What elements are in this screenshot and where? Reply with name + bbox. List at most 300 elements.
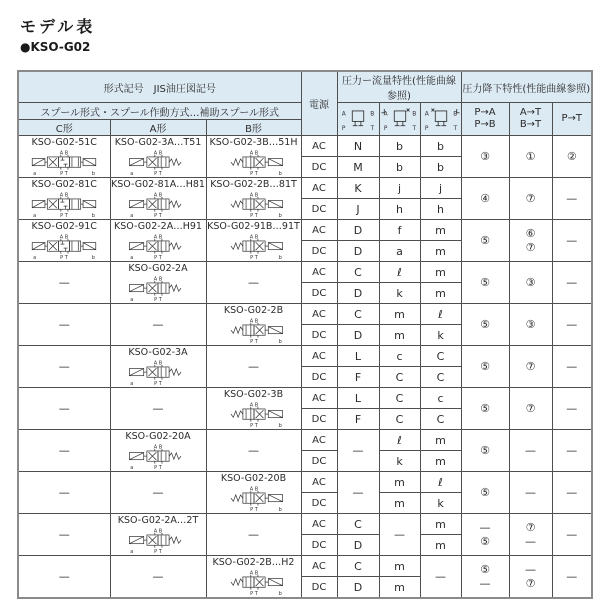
svg-text:A B: A B — [249, 486, 258, 493]
model-code: KSO-G02-2A…H91 — [114, 221, 202, 233]
drop-value-line: ③ — [525, 317, 536, 331]
svg-text:P T: P T — [154, 170, 162, 176]
svg-text:P T: P T — [154, 296, 162, 302]
drop-value-line: ④ — [480, 191, 490, 205]
valve-symbol-icon — [421, 107, 461, 132]
flow-value-cell: ℓ — [420, 472, 461, 493]
drop-value-cell — [461, 346, 509, 388]
flow-value-cell: ℓ — [379, 262, 420, 283]
model-cell — [206, 178, 301, 220]
power-cell: DC — [301, 367, 337, 388]
model-table — [17, 70, 593, 599]
svg-text:P T: P T — [154, 380, 162, 386]
flow-value-cell: h — [420, 199, 461, 220]
flow-value-cell: m — [420, 220, 461, 241]
header-model-code: 形式記号 JIS油圧図記号 — [18, 71, 301, 103]
power-cell: DC — [301, 535, 337, 556]
drop-value-cell — [552, 178, 592, 220]
flow-value-cell: c — [379, 346, 420, 367]
model-row-ac — [18, 220, 592, 241]
valve-diagram-icon — [209, 149, 299, 176]
svg-text:B: B — [411, 111, 416, 118]
power-cell: AC — [301, 304, 337, 325]
flow-value-cell: C — [379, 367, 420, 388]
model-cell: — — [18, 388, 110, 430]
svg-text:P: P — [341, 125, 346, 132]
svg-text:P T: P T — [60, 170, 69, 176]
valve-diagram-icon — [113, 527, 203, 554]
model-code: KSO-G02-2A — [128, 263, 188, 275]
svg-text:A B: A B — [153, 150, 163, 157]
flow-value-cell: b — [420, 136, 461, 157]
flow-value-cell: j — [379, 178, 420, 199]
model-row-ac — [18, 556, 592, 577]
drop-value-cell — [461, 262, 509, 304]
drop-value-cell — [509, 430, 552, 472]
power-cell: AC — [301, 514, 337, 535]
svg-text:A B: A B — [153, 276, 163, 283]
drop-value-line: — — [525, 534, 536, 548]
model-code: KSO-G02-2B…81T — [210, 179, 297, 191]
model-code: KSO-G02-3A…T51 — [114, 137, 202, 149]
flow-value-cell: D — [337, 220, 379, 241]
header-row-1 — [18, 71, 592, 103]
valve-symbol-icon — [380, 107, 420, 132]
flow-value-cell: m — [420, 262, 461, 283]
flow-value-cell: m — [379, 304, 420, 325]
valve-diagram-icon — [209, 317, 299, 344]
model-code: KSO-G02-51C — [31, 137, 97, 149]
flow-value-cell: C — [337, 262, 379, 283]
valve-diagram-icon — [113, 443, 203, 470]
flow-value-cell: m — [420, 283, 461, 304]
svg-text:A B: A B — [60, 234, 69, 241]
power-cell: DC — [301, 283, 337, 304]
valve-diagram-icon — [209, 233, 299, 260]
flow-value-cell: D — [337, 577, 379, 599]
svg-text:a: a — [130, 296, 134, 302]
model-cell — [110, 178, 206, 220]
model-cell — [110, 430, 206, 472]
svg-text:a: a — [130, 464, 134, 470]
drop-value-line: ⑤ — [480, 534, 490, 548]
flow-value-cell: h — [379, 199, 420, 220]
model-cell: — — [110, 388, 206, 430]
drop-value-cell — [509, 556, 552, 599]
drop-value-cell — [552, 472, 592, 514]
svg-text:b: b — [278, 338, 282, 344]
svg-text:P T: P T — [249, 170, 258, 176]
flow-value-cell: b — [379, 136, 420, 157]
drop-value-line: ⑤ — [480, 443, 490, 457]
drop-value-cell — [461, 178, 509, 220]
svg-text:b: b — [278, 254, 282, 260]
svg-text:T: T — [411, 125, 416, 132]
drop-value-line: ⑤ — [480, 317, 490, 331]
svg-text:b: b — [278, 212, 282, 218]
drop-value-line: — — [566, 443, 578, 457]
drop-value-cell — [461, 388, 509, 430]
svg-text:A B: A B — [249, 192, 258, 199]
header-spool-b: B形 — [206, 120, 301, 136]
valve-diagram-icon — [209, 569, 299, 596]
flow-value-cell: K — [337, 178, 379, 199]
drop-col-line: P→B — [474, 119, 496, 130]
svg-text:A B: A B — [60, 192, 69, 199]
valve-center-closed-icon — [337, 103, 379, 136]
model-cell — [18, 136, 110, 178]
drop-value-line: ⑤ — [480, 401, 490, 415]
svg-text:P T: P T — [249, 254, 258, 260]
model-cell: — — [18, 346, 110, 388]
model-cell — [206, 556, 301, 599]
valve-diagram-icon — [19, 149, 109, 176]
svg-text:A B: A B — [153, 360, 163, 367]
model-code: KSO-G02-3B — [223, 389, 284, 401]
flow-value-cell: k — [420, 493, 461, 514]
model-cell: — — [110, 472, 206, 514]
drop-value-line: ⑦ — [525, 401, 536, 415]
header-power: 電源 — [301, 71, 337, 136]
flow-value-cell: F — [337, 409, 379, 430]
drop-value-line: — — [566, 233, 578, 247]
valve-diagram-icon — [113, 233, 203, 260]
svg-text:b: b — [278, 590, 282, 596]
model-code: KSO-G02-3A — [128, 347, 188, 359]
model-code: KSO-G02-2B…H2 — [212, 557, 295, 569]
flow-value-cell: J — [337, 199, 379, 220]
model-cell: — — [18, 556, 110, 599]
flow-value-cell: — — [420, 556, 461, 599]
flow-value-cell: N — [337, 136, 379, 157]
svg-text:A B: A B — [249, 318, 258, 325]
svg-text:T: T — [370, 125, 375, 132]
drop-value-line: — — [479, 521, 491, 535]
header-drop-at-bt — [509, 103, 552, 136]
svg-text:B: B — [370, 111, 375, 118]
model-cell — [18, 178, 110, 220]
power-cell: DC — [301, 493, 337, 514]
drop-value-line: ⑤ — [480, 563, 490, 577]
flow-value-cell: m — [379, 577, 420, 599]
valve-diagram-icon — [19, 191, 109, 218]
header-spool-c: C形 — [18, 120, 110, 136]
model-code: KSO-G02-91C — [31, 221, 97, 233]
svg-text:A B: A B — [249, 234, 258, 241]
flow-value-cell: ℓ — [379, 430, 420, 451]
power-cell: DC — [301, 241, 337, 262]
model-cell: — — [206, 430, 301, 472]
model-cell: — — [110, 556, 206, 599]
drop-value-cell — [509, 178, 552, 220]
drop-value-line: — — [525, 485, 536, 499]
drop-value-cell — [509, 472, 552, 514]
valve-symbol-icon — [338, 107, 378, 132]
drop-value-line: — — [566, 527, 578, 541]
svg-text:A B: A B — [249, 150, 258, 157]
model-cell — [110, 262, 206, 304]
svg-text:P T: P T — [154, 254, 162, 260]
table-body — [18, 136, 592, 599]
header-flow-group: 圧力ー流量特性(性能曲線参照) — [337, 71, 461, 103]
model-code: KSO-G02-2B — [223, 305, 284, 317]
drop-col-line: P→T — [561, 112, 583, 124]
drop-value-line: — — [566, 569, 578, 583]
drop-value-cell — [461, 556, 509, 599]
svg-text:b: b — [278, 506, 282, 512]
flow-value-cell: b — [420, 157, 461, 178]
model-row-ac — [18, 472, 592, 493]
drop-value-line: — — [566, 317, 578, 331]
drop-value-line: ⑤ — [480, 359, 490, 373]
page-title: モデル表 — [20, 17, 96, 36]
flow-value-cell: m — [420, 535, 461, 556]
model-cell — [18, 220, 110, 262]
model-cell — [206, 304, 301, 346]
model-row-ac — [18, 514, 592, 535]
flow-value-cell: j — [420, 178, 461, 199]
drop-value-line: — — [566, 401, 578, 415]
drop-value-cell — [552, 304, 592, 346]
svg-text:a: a — [130, 548, 134, 554]
drop-value-cell — [509, 136, 552, 178]
model-code: KSO-G02-20A — [125, 431, 191, 443]
model-cell: — — [206, 514, 301, 556]
flow-value-cell: m — [420, 514, 461, 535]
flow-value-cell: D — [337, 241, 379, 262]
drop-value-cell — [552, 346, 592, 388]
svg-text:A B: A B — [153, 192, 163, 199]
drop-value-cell — [552, 430, 592, 472]
flow-value-cell: — — [337, 472, 379, 514]
power-cell: DC — [301, 325, 337, 346]
drop-value-cell — [509, 220, 552, 262]
svg-text:b: b — [92, 212, 96, 218]
svg-text:A B: A B — [249, 570, 258, 577]
flow-value-cell: D — [337, 535, 379, 556]
model-cell: — — [18, 304, 110, 346]
power-cell: AC — [301, 178, 337, 199]
svg-text:b: b — [278, 422, 282, 428]
flow-value-cell: M — [337, 157, 379, 178]
header-drop-pt — [552, 103, 592, 136]
model-cell — [110, 514, 206, 556]
svg-text:P: P — [383, 125, 387, 132]
flow-value-cell: — — [337, 430, 379, 472]
drop-value-line: — — [566, 485, 578, 499]
power-cell: DC — [301, 409, 337, 430]
drop-value-cell — [552, 514, 592, 556]
model-cell: — — [18, 430, 110, 472]
flow-value-cell: k — [420, 325, 461, 346]
flow-value-cell: m — [379, 556, 420, 577]
model-cell — [206, 388, 301, 430]
drop-value-line: ① — [525, 149, 536, 163]
flow-value-cell: m — [379, 472, 420, 493]
svg-text:a: a — [130, 212, 134, 218]
svg-text:A B: A B — [153, 444, 163, 451]
model-row-ac — [18, 262, 592, 283]
flow-value-cell: m — [420, 451, 461, 472]
svg-text:P T: P T — [154, 548, 162, 554]
model-cell: — — [206, 262, 301, 304]
svg-text:A B: A B — [60, 150, 69, 157]
svg-text:a: a — [33, 254, 37, 260]
svg-text:a: a — [130, 170, 134, 176]
drop-value-line: ② — [566, 149, 577, 163]
model-cell — [206, 136, 301, 178]
flow-value-cell: m — [379, 493, 420, 514]
drop-value-cell — [509, 262, 552, 304]
drop-value-cell — [509, 304, 552, 346]
model-code: KSO-G02-2A…2T — [117, 515, 199, 527]
svg-text:P T: P T — [60, 212, 69, 218]
flow-value-cell: C — [379, 388, 420, 409]
model-row-ac — [18, 388, 592, 409]
flow-value-cell: k — [379, 451, 420, 472]
drop-value-cell — [461, 472, 509, 514]
valve-diagram-icon — [113, 359, 203, 386]
model-cell: — — [206, 346, 301, 388]
svg-text:b: b — [92, 170, 96, 176]
drop-value-cell — [509, 346, 552, 388]
model-cell — [110, 136, 206, 178]
valve-diagram-icon — [209, 191, 299, 218]
model-code: KSO-G02-91B…91T — [207, 221, 300, 233]
flow-value-cell: L — [337, 388, 379, 409]
svg-text:a: a — [130, 254, 134, 260]
drop-value-cell — [552, 136, 592, 178]
model-cell: — — [110, 304, 206, 346]
header-spool: スプール形式・スプール作動方式…補助スプール形式 — [18, 103, 301, 120]
model-row-ac — [18, 136, 592, 157]
model-row-ac — [18, 430, 592, 451]
flow-value-cell: C — [420, 367, 461, 388]
valve-diagram-icon — [113, 275, 203, 302]
flow-value-cell: m — [420, 241, 461, 262]
svg-text:b: b — [278, 170, 282, 176]
drop-value-line: ⑦ — [525, 576, 536, 590]
drop-value-line: — — [566, 191, 578, 205]
flow-value-cell: f — [379, 220, 420, 241]
drop-value-line: — — [566, 359, 578, 373]
valve-diagram-icon — [209, 401, 299, 428]
drop-value-line: ⑥ — [525, 227, 536, 241]
valve-diagram-icon — [113, 149, 203, 176]
drop-value-line: — — [479, 576, 491, 590]
drop-value-line: ⑦ — [525, 359, 536, 373]
power-cell: AC — [301, 220, 337, 241]
valve-offset-b-icon — [420, 103, 461, 136]
drop-value-line: ③ — [480, 149, 490, 163]
svg-text:A B: A B — [153, 528, 163, 535]
svg-text:P T: P T — [249, 212, 258, 218]
drop-value-line: ⑤ — [480, 233, 490, 247]
drop-value-line: ⑦ — [525, 521, 536, 535]
svg-text:P T: P T — [249, 590, 258, 596]
svg-text:T: T — [452, 125, 457, 132]
power-cell: AC — [301, 262, 337, 283]
svg-text:P T: P T — [60, 254, 69, 260]
drop-value-cell — [461, 220, 509, 262]
flow-value-cell: C — [420, 409, 461, 430]
drop-value-cell — [552, 556, 592, 599]
svg-text:b: b — [92, 254, 96, 260]
valve-diagram-icon — [113, 191, 203, 218]
model-cell — [110, 220, 206, 262]
model-cell — [206, 472, 301, 514]
flow-value-cell: D — [337, 325, 379, 346]
drop-col-line: P→A — [474, 106, 496, 118]
model-row-ac — [18, 304, 592, 325]
flow-value-cell: C — [420, 346, 461, 367]
svg-text:A: A — [341, 111, 346, 118]
valve-offset-a-icon — [379, 103, 420, 136]
drop-value-line: — — [525, 443, 536, 457]
model-cell — [206, 220, 301, 262]
flow-value-cell: C — [337, 556, 379, 577]
model-cell: — — [18, 514, 110, 556]
model-cell: — — [18, 262, 110, 304]
flow-value-cell: F — [337, 367, 379, 388]
drop-value-line: ⑤ — [480, 275, 490, 289]
drop-value-line: ⑦ — [525, 191, 536, 205]
flow-value-cell: C — [337, 514, 379, 535]
series-label: ●KSO-G02 — [20, 40, 91, 54]
svg-text:A B: A B — [153, 234, 163, 241]
svg-text:a: a — [33, 212, 37, 218]
svg-text:a: a — [33, 170, 37, 176]
drop-value-cell — [552, 262, 592, 304]
flow-value-cell: m — [420, 430, 461, 451]
valve-diagram-icon — [19, 233, 109, 260]
power-cell: DC — [301, 451, 337, 472]
power-cell: DC — [301, 157, 337, 178]
power-cell: AC — [301, 388, 337, 409]
header-drop-pa-pb — [461, 103, 509, 136]
model-row-ac — [18, 346, 592, 367]
drop-value-cell — [552, 220, 592, 262]
svg-text:a: a — [130, 380, 134, 386]
flow-value-cell: L — [337, 346, 379, 367]
power-cell: AC — [301, 556, 337, 577]
flow-value-cell: m — [379, 325, 420, 346]
svg-text:P T: P T — [249, 338, 258, 344]
flow-value-cell: b — [379, 157, 420, 178]
drop-col-line: B→T — [519, 119, 542, 130]
power-cell: DC — [301, 199, 337, 220]
drop-value-cell — [461, 514, 509, 556]
model-code: KSO-G02-20B — [220, 473, 287, 485]
flow-value-cell: C — [337, 304, 379, 325]
svg-text:P T: P T — [154, 212, 162, 218]
flow-value-cell: C — [379, 409, 420, 430]
drop-value-line: ③ — [525, 275, 536, 289]
drop-col-line: A→T — [519, 106, 542, 118]
drop-value-cell — [509, 388, 552, 430]
svg-text:P T: P T — [249, 422, 258, 428]
flow-value-cell: a — [379, 241, 420, 262]
power-cell: AC — [301, 346, 337, 367]
drop-value-cell — [509, 514, 552, 556]
header-spool-a: A形 — [110, 120, 206, 136]
svg-text:P T: P T — [154, 464, 162, 470]
flow-value-cell: D — [337, 283, 379, 304]
model-cell — [110, 346, 206, 388]
svg-text:P T: P T — [249, 506, 258, 512]
flow-value-cell: ℓ — [420, 304, 461, 325]
flow-value-cell: k — [379, 283, 420, 304]
